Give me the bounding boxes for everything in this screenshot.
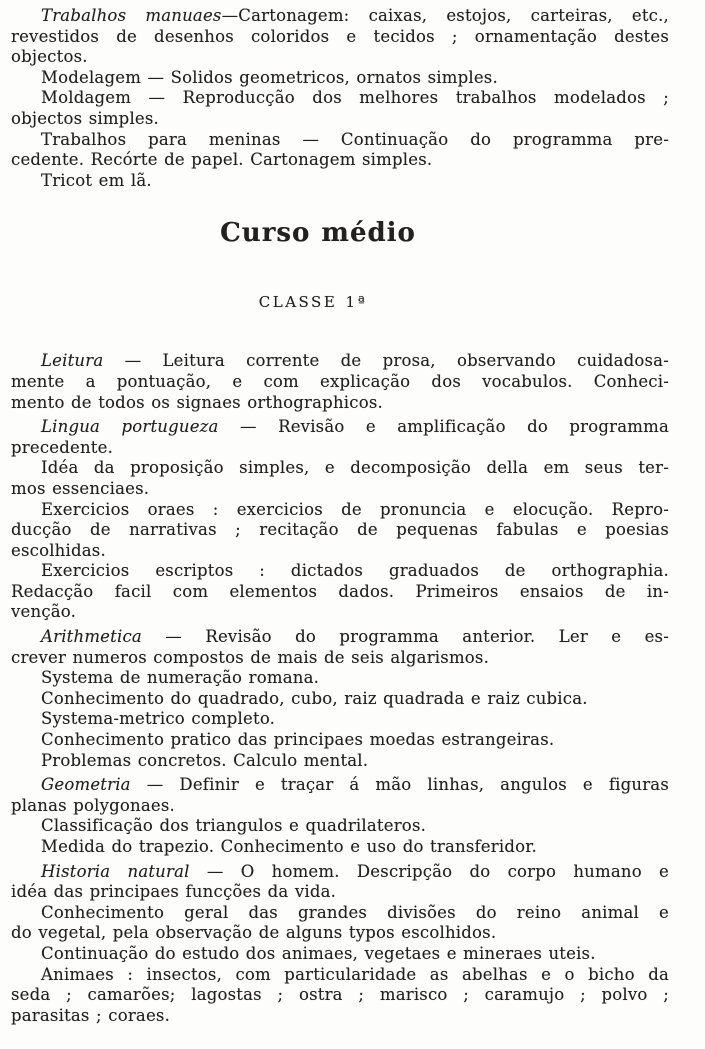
paragraph (11, 130, 669, 171)
text-line: Exercicios oraes : exercicios de pronuncia e elocução. Repro- (41, 499, 669, 519)
paragraph (11, 68, 669, 89)
paragraph (11, 6, 669, 68)
text-line: objectos. (11, 47, 88, 67)
text-line: Problemas concretos. Calculo mental. (41, 750, 369, 770)
text-line: Classificação dos triangulos e quadrilateros. (41, 816, 427, 836)
paragraph (11, 500, 669, 562)
text-line: Arithmetica — Revisão do programma anterior. Ler e es- (41, 627, 669, 647)
paragraph (11, 903, 669, 944)
text-line: revestidos de desenhos coloridos e tecidos ; ornamentação destes (11, 26, 669, 46)
text-line: mente a pontuação, e com explicação dos vocabulos. Conheci- (11, 371, 669, 391)
text-line: Tricot em lã. (41, 170, 152, 190)
text-line: escolhidas. (11, 540, 106, 560)
text-line: Continuação do estudo dos animaes, vegetaes e mineraes uteis. (41, 943, 596, 963)
paragraph (11, 458, 669, 499)
text-line: Conhecimento do quadrado, cubo, raiz quadrada e raiz cubica. (41, 688, 588, 708)
subject-lead: Arithmetica (41, 627, 142, 647)
text-line: idéa das principaes funcções da vida. (11, 882, 337, 902)
paragraph (11, 88, 669, 129)
text-line: mento de todos os signaes orthographicos. (11, 392, 383, 412)
paragraph (11, 816, 669, 837)
text-line: Leitura — Leitura corrente de prosa, observando cuidadosa- (41, 351, 669, 371)
subject-lead: Historia natural (41, 861, 190, 881)
subject-lead: Geometria (41, 775, 131, 795)
text-line: Medida do trapezio. Conhecimento e uso do transferidor. (41, 837, 537, 856)
paragraph (11, 775, 669, 816)
text-line: Trabalhos manuaes—Cartonagem: caixas, estojos, carteiras, etc., (41, 6, 670, 25)
text-line: seda ; camarões; lagostas ; ostra ; marisco ; caramujo ; polvo ; (11, 985, 669, 1005)
text-line: Animaes : insectos, com particularidade as abelhas e o bicho da (41, 964, 669, 984)
paragraph (11, 751, 669, 772)
text-line: precedente. (11, 437, 114, 457)
subject-lead: Trabalhos manuaes (41, 6, 222, 25)
paragraph (11, 944, 669, 965)
text-line: venção. (11, 602, 77, 622)
text-line: Moldagem — Reproducção dos melhores trabalhos modelados ; (41, 88, 669, 108)
paragraph (11, 965, 669, 1027)
paragraph (11, 709, 669, 730)
text-line: Redacção facil com elementos dados. Primeiros ensaios de in- (11, 581, 669, 601)
text-line: Modelagem — Solidos geometricos, ornatos simples. (41, 67, 498, 87)
section-heading: Curso médio (220, 218, 416, 249)
text-line: cedente. Recórte de papel. Cartonagem simples. (11, 150, 433, 170)
paragraph (11, 171, 669, 192)
text-line: Geometria — Definir e traçar á mão linhas, angulos e figuras (41, 775, 669, 795)
text-line: Idéa da proposição simples, e decomposição della em seus ter- (41, 458, 669, 478)
text-line: planas polygonaes. (11, 795, 175, 815)
paragraph (11, 730, 669, 751)
text-line: objectos simples. (11, 108, 160, 128)
paragraph (11, 668, 669, 689)
subject-lead: Leitura (41, 351, 104, 371)
paragraph (11, 627, 669, 668)
text-line: Conhecimento geral das grandes divisões do reino animal e (41, 902, 669, 922)
text-line: Trabalhos para meninas — Continuação do programma pre- (41, 129, 669, 149)
text-line: mos essenciaes. (11, 478, 150, 498)
paragraph (11, 837, 669, 858)
text-line: do vegetal, pela observação de alguns typos escolhidos. (11, 923, 497, 943)
text-line: ducção de narrativas ; recitação de pequenas fabulas e poesias (11, 520, 669, 540)
paragraph (11, 351, 669, 413)
paragraph (11, 862, 669, 903)
paragraph (11, 417, 669, 458)
text-line: Systema de numeração romana. (41, 668, 320, 688)
text-line: crever numeros compostos de mais de seis algarismos. (11, 647, 490, 667)
class-subheading: CLASSE 1ª (258, 293, 368, 312)
text-line: Lingua portugueza — Revisão e amplificação do programma (41, 417, 669, 437)
text-line: parasitas ; coraes. (11, 1005, 171, 1025)
paragraph (11, 561, 669, 623)
page-content (11, 6, 669, 1026)
text-line: Conhecimento pratico das principaes moedas estrangeiras. (41, 730, 555, 750)
text-line: Historia natural — O homem. Descripção do corpo humano e (41, 861, 670, 881)
text-line: Systema-metrico completo. (41, 709, 276, 729)
paragraph (11, 689, 669, 710)
text-line: Exercicios escriptos : dictados graduados de orthographia. (41, 561, 669, 581)
subject-lead: Lingua portugueza (41, 417, 219, 437)
